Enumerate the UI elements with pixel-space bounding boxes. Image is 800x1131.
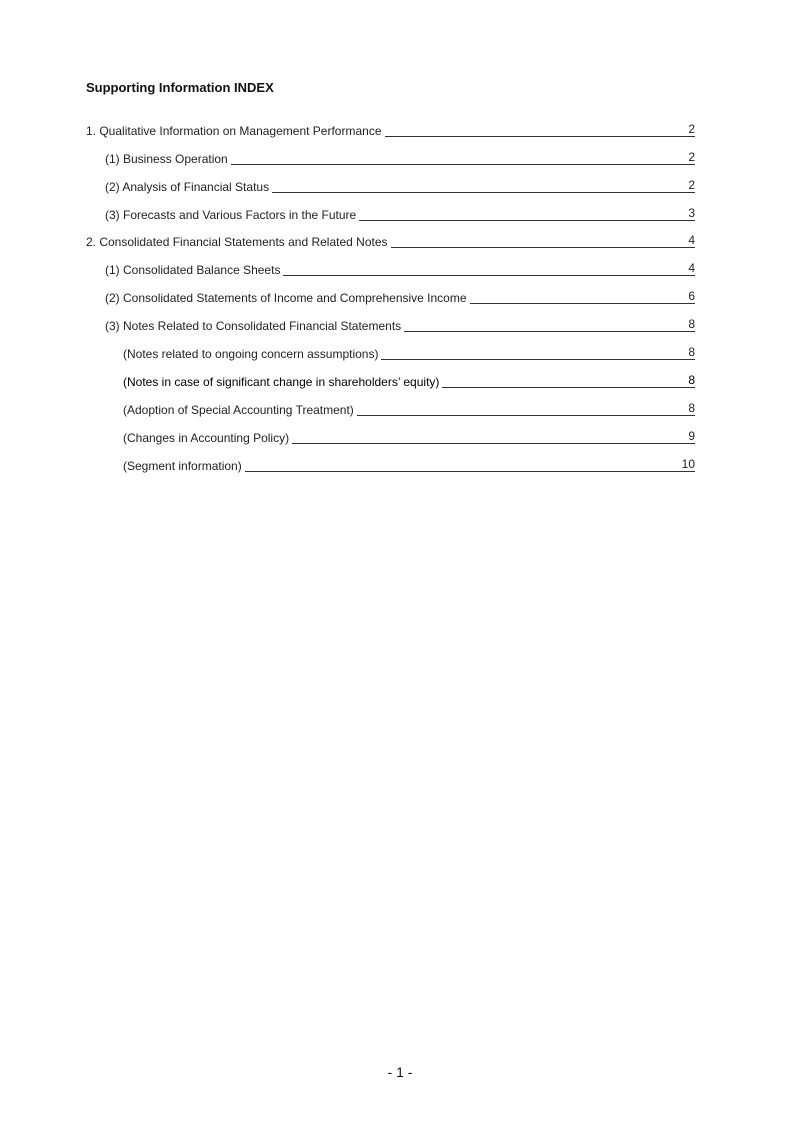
toc-entry-label: (Notes in case of significant change in shareholders’ equity) bbox=[123, 374, 440, 389]
toc-entry-label: (1) Business Operation bbox=[105, 151, 228, 166]
toc-entry[interactable] bbox=[86, 110, 695, 138]
table-of-contents bbox=[86, 110, 695, 473]
toc-entry-page: 2 bbox=[385, 123, 696, 137]
toc-entry-label: (3) Forecasts and Various Factors in the Future bbox=[105, 207, 357, 222]
toc-entry-page: 4 bbox=[283, 262, 695, 276]
toc-entry-page: 8 bbox=[381, 346, 695, 360]
toc-entry-page: 8 bbox=[442, 374, 695, 388]
toc-entry-label: (2) Consolidated Statements of Income and Comprehensive Income bbox=[105, 291, 467, 306]
toc-entry-page: 3 bbox=[359, 207, 695, 221]
toc-entry[interactable] bbox=[86, 194, 695, 222]
toc-entry-page: 2 bbox=[272, 179, 695, 193]
toc-entry[interactable] bbox=[86, 305, 695, 333]
toc-entry-page: 6 bbox=[470, 290, 695, 304]
toc-entry[interactable] bbox=[86, 361, 695, 389]
toc-entry-label: (2) Analysis of Financial Status bbox=[105, 179, 270, 194]
toc-entry-page: 10 bbox=[245, 458, 695, 472]
page-number: - 1 - bbox=[387, 1064, 413, 1080]
toc-entry-label: (Changes in Accounting Policy) bbox=[123, 430, 290, 445]
toc-entry[interactable] bbox=[86, 417, 695, 445]
toc-entry-label: (Notes related to ongoing concern assumptions) bbox=[123, 347, 379, 362]
toc-entry[interactable] bbox=[86, 222, 695, 250]
toc-entry-label: (Segment information) bbox=[123, 458, 242, 473]
toc-entry-label: (3) Notes Related to Consolidated Financial Statements bbox=[105, 319, 402, 334]
page-title: Supporting Information INDEX bbox=[86, 80, 274, 95]
toc-entry-label: 2. Consolidated Financial Statements and Related Notes bbox=[86, 235, 388, 250]
toc-entry[interactable] bbox=[86, 445, 695, 473]
toc-entry-label: (Adoption of Special Accounting Treatment) bbox=[123, 402, 354, 417]
toc-entry-label: 1. Qualitative Information on Management Performance bbox=[86, 123, 382, 138]
toc-entry-page: 2 bbox=[231, 151, 695, 165]
toc-entry-page: 9 bbox=[292, 430, 695, 444]
toc-entry[interactable] bbox=[86, 138, 695, 166]
toc-entry[interactable] bbox=[86, 277, 695, 305]
toc-entry[interactable] bbox=[86, 333, 695, 361]
toc-entry-page: 8 bbox=[357, 402, 695, 416]
toc-entry[interactable] bbox=[86, 389, 695, 417]
toc-entry-label: (1) Consolidated Balance Sheets bbox=[105, 263, 281, 278]
toc-entry[interactable] bbox=[86, 249, 695, 277]
toc-entry-page: 8 bbox=[404, 318, 695, 332]
toc-entry-page: 4 bbox=[391, 234, 695, 248]
toc-entry[interactable] bbox=[86, 166, 695, 194]
